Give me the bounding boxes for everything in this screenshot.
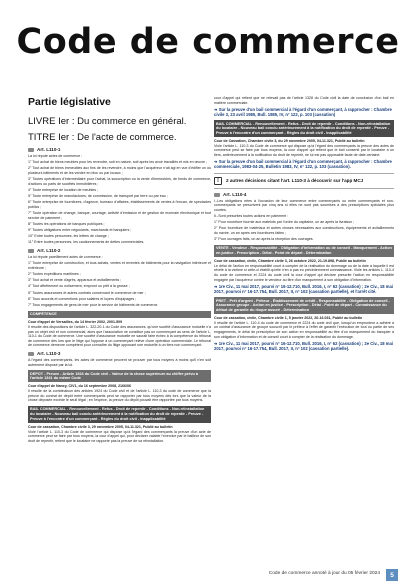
cross-reference: ➔ 1re Civ., 11 mai 2017, pourvi n° 16-12.710, Bull. 2016, I, n° 62 (cassation) ; 2e Civ., 18 mai 2017, pourvoi n° 16-17.754, Bull. 2017, II, n° 102 (cassation partielle). — [214, 340, 393, 352]
article-item: 2° Pour fourniture de matériaux et autres choses nécessaires aux constructions, équipements et avitaillements du navire, un an après ces fournitures faites ; — [214, 226, 394, 235]
article-label: Art. L110-1 — [37, 147, 61, 152]
section-band: VENTE - Vendeur - Responsabilité - Obligation d'information ou de conseil - Manquement - Action en justice - Prescription - Délai - Point de départ - Détermination — [214, 245, 394, 257]
article-item: 3° Toutes opérations d'intermédiaire pour l'achat, la souscription ou la vente d'immeubles, de fonds de commerce, d'actions ou parts de sociétés immobilières ; — [28, 177, 211, 186]
footer-text: Code de commerce annoté à jour du 05 février 2024 — [268, 571, 380, 576]
article-heading — [28, 351, 211, 357]
decision-text: Il résulte des dispositions de l'article L. 322-20-1 du Code des assurances, qu'une société d'assurance mutuelle n'a pas un objet civil et non commercial, alors que l'association ne constitue pas un commerçant au sens de l'article L. 110-1 du Code de commerce. Une société d'assurance mutuelle ne saurait faire échec à la compétence du tribunal de commerce dès lors que le litige qui l'oppose à un commerçant relève d'une opération commerciale. Le tribunal de commerce demeure compétent pour connaître du litige opposant une mutuelle à un tiers non commerçant. — [28, 325, 211, 348]
article-item: 7° Toute opération de change, banque, courtage, activité d'émission et de gestion de monnaie électronique et tout service de paiement ; — [28, 211, 211, 220]
article-text: La loi répute pareillement actes de commerce : — [28, 255, 103, 260]
decision-text: Viole l'article L. 110-3 du Code de commerce qui dispose qu'à l'égard des commerçants la preuve d'un acte de commerce peut se faire par tous moyens, la cour d'appel qui, pour déclarer valable l'exercice par le bailleur de son droit de repentir, retient que le locataire ne rapporte pas la preuve de sa réinstallation. — [28, 429, 211, 443]
article-text: II.-Sont prescrites toutes actions en paiement : — [214, 214, 289, 218]
livre-heading: LIVRE Ier : Du commerce en général. — [28, 116, 187, 127]
phone-icon: ▯ — [214, 177, 222, 185]
decision-reference: Cour de cassation, Chambre civile 3, 29 novembre 2005, 04-11.321, Publié au bulletin — [28, 424, 173, 429]
article-items — [214, 220, 394, 242]
article-item: 11° Entre toutes personnes, les cautionnements de dettes commerciales. — [28, 240, 145, 245]
article-text: A l'égard des commerçants, les actes de commerce peuvent se prouver par tous moyens à moins qu'il n'en soit autrement disposé par la loi. — [28, 357, 211, 367]
decision-text: Le délai de l'action en responsabilité court à compter de la réalisation du dommage ou de la date à laquelle il est révélé à la victime si celle-ci établit qu'elle n'en a pas eu précédemment connaissance. Viole les articles L. 110-4 du code de commerce et 2224 du code civil la cour d'appel qui déclare prescrite l'action en responsabilité engagée par l'acquéreur contre le vendeur au titre d'un manquement à son obligation d'information. — [214, 263, 394, 282]
article-icon — [28, 249, 34, 253]
article-text: La loi répute actes de commerce : — [28, 154, 83, 158]
page-footer — [0, 569, 416, 583]
article-text: I.-Les obligations nées à l'occasion de leur commerce entre commerçants ou entre commerçants et non-commerçants se prescrivent par cinq ans si elles ne sont pas soumises à des prescriptions spéciales plus courtes. — [214, 198, 394, 212]
article-item: 1° Pour nourriture fournie aux matelots par l'ordre du capitaine, un an après la livraison ; — [214, 220, 355, 225]
decision-text: Il résulte de la combinaison des articles 1924 du Code civil et de l'article L. 110-3 du code de commerce que la preuve du contrat de dépôt entre commerçants peut se rapporter par tous moyens dès lors que la valeur de la chose déposée excède le seuil légal ; en l'espèce, la preuve du dépôt pouvait être rapportée par tous moyens. — [28, 389, 211, 403]
section-band: COMPÉTENCE — [28, 311, 211, 318]
article-items — [28, 261, 211, 307]
cross-reference-text: 1re Civ., 11 mai 2017, pourvi n° 16-12.710, Bull. 2016, I, n° 62 (cassation) ; 2e Civ., 18 mai 2017, pourvoi n° 16-17.754, Bull. 2017, II, n° 102 (cassation partielle). — [214, 340, 393, 352]
section-band: PRET - Prêt d'argent - Prêteur - Établissement de crédit - Responsabilité - Obligation de conseil - Assurance groupe - Action en justice - Prescription - Délai - Point de départ - Connaissance du défaut de garantie du risque assuré - Détermination — [214, 297, 394, 314]
article-item: 5° Toutes assurances et autres contrats concernant le commerce de mer ; — [28, 290, 146, 295]
article-item: 2° Toutes expéditions maritimes ; — [28, 272, 81, 276]
section-band: BAIL COMMERCIAL - Renouvellement - Refus - Droit de repentir - Conditions - Non-réinstallation du locataire - Nouveau bail conclu antérieurement à la notification du droit de repentir - Preuve - Preuve à l'encontre d'un commerçant - Règles du droit civil - Inapplicabilité — [28, 406, 211, 423]
article-item: 3° Tout achat et vente d'agrès, apparaux et avitaillements ; — [28, 278, 122, 283]
article-item: 4° Toute entreprise de location de meubles ; — [28, 187, 99, 192]
section-band: BAIL COMMERCIAL - Renouvellement - Refus - Droit de repentir - Conditions - Non-réinstallation du locataire - Nouveau bail conclu antérieurement à la notification du droit de repentir - Preuve - Preuve à l'encontre d'un commerçant - Règles du droit civil - Inapplicabilité — [214, 120, 394, 137]
cross-reference-text: 1re Civ., 11 mai 2017, pourvi n° 16-12.710, Bull. 2016, I, n° 62 (cassation) ; 2e Civ., 18 mai 2017, pourvoi n° 16-17.754, Bull. 2017, II, n° 102 (cassation partielle), et l'arrêt cité. — [214, 283, 393, 294]
article-item: 1° Tout achat de biens meubles pour les revendre, soit en nature, soit après les avoir travaillés et mis en œuvre ; — [28, 160, 207, 165]
article-heading — [28, 147, 211, 153]
page-number: 5 — [386, 569, 398, 581]
decision-reference: Cour de cassation, civile, Chambre civile 3, 26 octobre 2022, 21-19.898, Publié au bulletin — [214, 258, 366, 263]
article-items — [28, 160, 211, 245]
article-item: 8° Toutes les opérations de banques publiques ; — [28, 221, 105, 226]
right-column — [214, 96, 394, 353]
article-icon — [28, 148, 34, 152]
article-item: 4° Tout affrètement ou nolisement, emprunt ou prêt à la grosse ; — [28, 284, 130, 289]
left-column — [28, 96, 211, 445]
article-heading — [214, 192, 394, 198]
cross-reference-text: Sur la preuve d'un bail commercial à l'égard d'un commerçant, à rapprocher : Chambre commerciale, 1983-04-25, Bulletin 1983, IV, n° 122, p. 103 (cassation). — [214, 159, 392, 170]
cross-reference: ➔ 1re Civ., 11 mai 2017, pourvi n° 16-12.710, Bull. 2016, I, n° 62 (cassation) ; 2e Civ., 18 mai 2017, pourvoi n° 16-17.754, Bull. 2017, II, n° 102 (cassation partielle), et l'arrêt cité. — [214, 283, 393, 294]
cross-reference: ➔ Sur la preuve d'un bail commercial à l'égard d'un commerçant, à rapprocher : Chambre civile 3, 23 avril 1985, Bull. 1985, IV, n° 122, p. 103 (cassation) — [214, 106, 392, 117]
article-icon — [28, 352, 34, 356]
article-label: Art. L110-3 — [37, 350, 61, 356]
decision-text: Il résulte de l'article L. 110-4 du code de commerce et 2224 du code civil que, lorsqu'un emprunteur a adhéré à un contrat d'assurance de groupe souscrit par le prêteur à l'effet de garantir l'exécution de tout ou partie de ses engagements, le délai de prescription de son action en responsabilité au titre d'un manquement du banquier à son obligation d'information et de conseil court à compter de la réalisation du dommage. — [214, 320, 394, 339]
cross-reference-text: Sur la preuve d'un bail commercial à l'égard d'un commerçant, à rapprocher : Chambre civile 3, 23 avril 1985, Bull. 1985, IV, n° 122, p. 103 (cassation) — [214, 106, 392, 117]
decision-reference: Cour d'appel de Nancy, CIV1, du 16 septembre 2008, 2166/06 — [28, 384, 132, 389]
article-item: 5° Toute entreprise de manufactures, de commission, de transport par terre ou par eau ; — [28, 194, 168, 199]
article-item: 9° Toutes obligations entre négociants, marchands et banquiers ; — [28, 228, 132, 233]
decision-text: Viole l'article L. 110-3 du Code de commerce qui dispose qu'à l'égard des commerçants la preuve des actes de commerce peut se faire par tous moyens, la cour d'appel qui retient que le bail consenti par le locataire à un tiers, antérieurement à la notification du droit de repentir, ne lui est pas opposable faute de date certaine. — [214, 143, 394, 158]
article-item: 6° Toute entreprise de fournitures, d'agence, bureaux d'affaires, établissements de ventes à l'encan, de spectacles publics ; — [28, 200, 211, 209]
page-title: Code de commerce — [16, 22, 400, 62]
article-item: 3° Pour ouvrages faits, un an après la réception des ouvrages. — [214, 237, 314, 242]
app-promo[interactable] — [214, 173, 394, 189]
article-item: 7° Tous engagements de gens de mer pour le service de bâtiments de commerce. — [28, 302, 159, 307]
part-heading: Partie législative — [28, 96, 111, 108]
decision-reference: Cour de cassation, civile, Chambre civile 1, 5 janvier 2022, 20-16.031, Publié au bulletin — [214, 315, 363, 320]
article-item: 2° Tout achat de biens immeubles aux fins de les revendre, à moins que l'acquéreur n'ait agi en vue d'édifier un ou plusieurs bâtiments et de les vendre en bloc ou par locaux ; — [28, 166, 211, 175]
article-item: 1° Toute entreprise de construction, et tous achats, ventes et reventes de bâtiments pour la navigation intérieure et extérieure ; — [28, 261, 211, 270]
article-label: Art. L110-4 — [223, 191, 247, 197]
decision-reference: Cour d'appel de Versailles, du 14 février 2002, 2001-509 — [28, 319, 123, 324]
article-heading — [28, 248, 211, 254]
section-band: DEPOT - Preuve - Article 1924 du Code civil - Valeur de la chose supérieure au chiffre prévu à l'article 1341 du même Code — [28, 370, 211, 382]
titre-heading: TITRE Ier : De l'acte de commerce. — [28, 132, 177, 143]
article-item: 10° Entre toutes personnes, les lettres de change ; — [28, 234, 109, 239]
app-promo-text: 2 autres décisions citant l'art. L110-3 à découvrir sur l'app MCJ — [226, 177, 364, 183]
article-icon — [214, 193, 220, 197]
decision-text: cour d'appel qui retient que ne relevait pas de l'article 1328 du Code civil la date de conclusion d'un bail en matière commerciale. — [214, 96, 394, 105]
decision-reference: Cour de Cassation, Chambre civile 3, du 29 novembre 2005, 04-11.321, Publié au bulletin — [214, 138, 365, 143]
cross-reference: ➔ Sur la preuve d'un bail commercial à l'égard d'un commerçant, à rapprocher : Chambre commerciale, 1983-04-25, Bulletin 1983, IV, n° 122, p. 103 (cassation). — [214, 159, 392, 170]
article-item: 6° Tous accords et conventions pour salaires et loyers d'équipages ; — [28, 296, 137, 301]
article-label: Art. L110-2 — [37, 248, 61, 254]
